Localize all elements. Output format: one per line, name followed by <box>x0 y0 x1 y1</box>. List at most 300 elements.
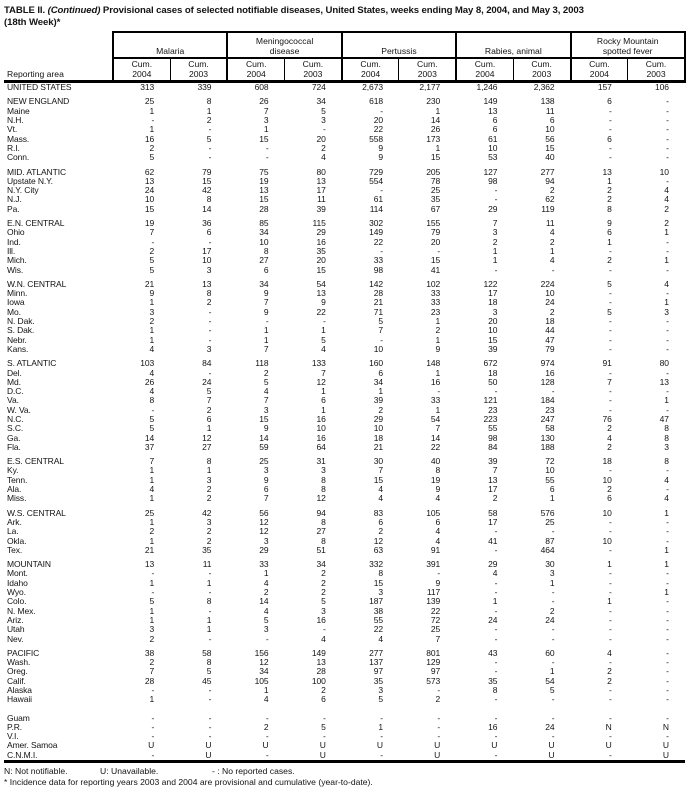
value-cell: 3 <box>378 685 383 695</box>
value-cell: 11 <box>202 559 212 570</box>
value-cell: 137 <box>369 657 383 668</box>
value-cell: U <box>205 740 212 751</box>
table-row <box>4 635 685 644</box>
cum-year: 2003 <box>646 68 666 79</box>
value-cell: 1 <box>607 175 612 186</box>
table-row <box>4 494 685 503</box>
value-cell: 2 <box>321 142 326 153</box>
value-cell: 15 <box>545 142 555 153</box>
value-cell: 79 <box>545 343 555 354</box>
value-cell: 20 <box>488 316 498 327</box>
reporting-area-cell: Miss. <box>7 493 27 504</box>
value-cell: 79 <box>202 166 212 177</box>
reporting-area-cell: S. Dak. <box>7 325 35 336</box>
value-cell: - <box>608 343 612 354</box>
value-cell: 223 <box>483 413 498 424</box>
value-cell: 115 <box>312 218 326 229</box>
value-cell: 127 <box>483 166 498 177</box>
value-cell: - <box>151 731 155 742</box>
col-cum-2004 <box>113 58 170 82</box>
value-cell: 1 <box>149 474 155 485</box>
value-cell: - <box>666 325 669 336</box>
value-cell: 36 <box>202 218 212 229</box>
value-cell: 17 <box>488 484 498 495</box>
reporting-area-cell: Va. <box>7 395 19 406</box>
value-cell: - <box>437 245 441 256</box>
value-cell: - <box>494 526 498 537</box>
value-cell: 9 <box>607 218 612 229</box>
reporting-area-cell: La. <box>7 526 19 537</box>
table-row <box>4 205 685 214</box>
reporting-area-cell: Colo. <box>7 596 27 607</box>
value-cell: 5 <box>607 306 612 317</box>
value-cell: 19 <box>144 218 155 229</box>
reporting-area-cell: Tenn. <box>7 474 28 485</box>
footnote-u: U: Unavailable. <box>100 766 159 777</box>
value-cell: - <box>666 657 669 668</box>
col-group-label: Malaria <box>156 45 185 56</box>
value-cell: - <box>608 465 612 476</box>
value-cell: 1 <box>435 367 441 378</box>
value-cell: 974 <box>540 358 555 369</box>
value-cell: - <box>666 596 669 607</box>
value-cell: 6 <box>206 227 212 238</box>
table-row <box>4 387 685 396</box>
value-cell: 18 <box>488 297 498 308</box>
footnote-symbols-line <box>4 766 685 777</box>
value-cell: - <box>666 245 669 256</box>
value-cell: - <box>608 526 612 537</box>
value-cell: 10 <box>316 423 326 434</box>
value-cell: 5 <box>149 413 155 424</box>
value-cell: 1 <box>263 124 269 135</box>
reporting-area-cell: Iowa <box>7 297 25 308</box>
value-cell: 277 <box>540 166 555 177</box>
value-cell: 16 <box>316 614 326 625</box>
value-cell: 18 <box>545 316 555 327</box>
value-cell: 1 <box>149 465 155 476</box>
value-cell: 29 <box>373 413 383 424</box>
value-cell: - <box>608 731 612 742</box>
value-cell: 5 <box>149 423 155 434</box>
value-cell: 6 <box>378 516 383 527</box>
value-cell: - <box>151 236 155 247</box>
value-cell: 7 <box>263 395 269 406</box>
value-cell: 6 <box>435 516 441 527</box>
value-cell: 5 <box>321 596 326 607</box>
reporting-area-cell: N.Y. City <box>7 185 39 196</box>
value-cell: 6 <box>549 115 555 126</box>
value-cell: - <box>551 386 555 397</box>
value-cell: 230 <box>426 96 441 107</box>
table-row <box>4 289 685 298</box>
value-cell: 29 <box>316 227 326 238</box>
value-cell: 138 <box>540 96 555 107</box>
value-cell: - <box>608 605 612 616</box>
value-cell: 173 <box>426 133 441 144</box>
value-cell: 4 <box>492 568 498 579</box>
value-cell: 4 <box>664 278 669 289</box>
value-cell: 1 <box>378 386 383 397</box>
value-cell: 7 <box>378 465 383 476</box>
value-cell: 4 <box>435 535 441 546</box>
value-cell: - <box>494 712 498 723</box>
value-cell: 149 <box>483 96 498 107</box>
reporting-area-cell: Mont. <box>7 568 28 579</box>
value-cell: - <box>608 633 612 644</box>
value-cell: 2 <box>607 484 612 495</box>
value-cell: 3 <box>206 474 212 485</box>
value-cell: - <box>265 731 269 742</box>
value-cell: 105 <box>254 675 269 686</box>
value-cell: 1 <box>263 325 269 336</box>
table-row <box>4 135 685 144</box>
reporting-area-cell: NEW ENGLAND <box>7 96 70 107</box>
value-cell: 2 <box>206 115 212 126</box>
value-cell: 15 <box>373 474 383 485</box>
table-row <box>4 485 685 494</box>
value-cell: - <box>208 721 212 732</box>
value-cell: - <box>666 96 669 107</box>
value-cell: 1 <box>435 142 441 153</box>
table-row <box>4 616 685 625</box>
value-cell: 4 <box>149 367 155 378</box>
value-cell: 33 <box>259 559 269 570</box>
value-cell: 3 <box>321 605 326 616</box>
value-cell: 33 <box>430 395 441 406</box>
value-cell: - <box>608 577 612 588</box>
value-cell: 20 <box>316 255 326 266</box>
value-cell: 1 <box>664 587 669 598</box>
table-row <box>4 378 685 387</box>
value-cell: 7 <box>378 325 383 336</box>
value-cell: 1 <box>149 297 155 308</box>
value-cell: 33 <box>373 255 383 266</box>
value-cell: 6 <box>607 96 612 107</box>
value-cell: 8 <box>664 432 669 443</box>
value-cell: - <box>608 105 612 116</box>
value-cell: 25 <box>259 456 269 467</box>
table-row <box>4 345 685 354</box>
cum-year: 2004 <box>132 68 152 79</box>
value-cell: 7 <box>435 633 441 644</box>
value-cell: 9 <box>435 343 441 354</box>
value-cell: 1 <box>378 721 383 732</box>
value-cell: 130 <box>540 432 555 443</box>
value-cell: 16 <box>144 133 155 144</box>
value-cell: 60 <box>545 647 555 658</box>
value-cell: 3 <box>378 587 383 598</box>
value-cell: 2 <box>549 236 555 247</box>
value-cell: 224 <box>540 278 555 289</box>
value-cell: 13 <box>659 376 669 387</box>
table-row <box>4 275 685 289</box>
footnotes <box>4 766 685 787</box>
value-cell: 2 <box>149 245 155 256</box>
value-cell: 9 <box>321 297 326 308</box>
value-cell: 2 <box>607 194 612 205</box>
value-cell: 2 <box>206 493 212 504</box>
value-cell: 21 <box>144 278 155 289</box>
reporting-area-cell: E.S. CENTRAL <box>7 456 64 467</box>
value-cell: 28 <box>259 203 269 214</box>
reporting-area-cell: Maine <box>7 105 30 116</box>
value-cell: 28 <box>144 675 155 686</box>
table-row <box>4 546 685 555</box>
value-cell: U <box>319 749 326 760</box>
value-cell: - <box>666 105 669 116</box>
value-cell: 4 <box>664 493 669 504</box>
value-cell: 50 <box>488 376 498 387</box>
value-cell: - <box>494 633 498 644</box>
col-cum-2003 <box>513 58 570 82</box>
reporting-area-cell: E.N. CENTRAL <box>7 218 65 229</box>
value-cell: 12 <box>259 526 269 537</box>
value-cell: 27 <box>316 526 326 537</box>
value-cell: - <box>608 264 612 275</box>
value-cell: 41 <box>488 535 498 546</box>
value-cell: 7 <box>263 493 269 504</box>
reporting-area-cell: Conn. <box>7 152 30 163</box>
reporting-area-cell: N.C. <box>7 413 24 424</box>
value-cell: 160 <box>369 358 383 369</box>
value-cell: U <box>434 740 441 751</box>
value-cell: 14 <box>202 203 212 214</box>
value-cell: 13 <box>144 559 155 570</box>
table-row <box>4 308 685 317</box>
value-cell: - <box>380 334 383 345</box>
value-cell: 55 <box>545 474 555 485</box>
table-row <box>4 298 685 307</box>
value-cell: 1 <box>549 666 555 677</box>
table-row <box>4 369 685 378</box>
value-cell: - <box>608 624 612 635</box>
value-cell: 62 <box>545 194 555 205</box>
table-row <box>4 732 685 741</box>
value-cell: 7 <box>607 376 612 387</box>
value-cell: 6 <box>492 115 498 126</box>
value-cell: 464 <box>540 544 555 555</box>
value-cell: 38 <box>144 647 155 658</box>
value-cell: - <box>551 587 555 598</box>
value-cell: 84 <box>202 358 212 369</box>
value-cell: - <box>380 731 383 742</box>
col-group-label: Rabies, animal <box>484 45 542 56</box>
table-row <box>4 125 685 134</box>
value-cell: 3 <box>263 624 269 635</box>
cum-label: Cum. <box>474 59 496 69</box>
value-cell: 1 <box>664 507 669 518</box>
value-cell: 1 <box>664 255 669 266</box>
value-cell: 1 <box>549 493 555 504</box>
table-section <box>4 92 685 162</box>
value-cell: 16 <box>316 413 326 424</box>
value-cell: 24 <box>545 297 555 308</box>
col-cum-2004 <box>456 58 513 82</box>
table-row <box>4 177 685 186</box>
value-cell: - <box>666 124 669 135</box>
value-cell: 2 <box>149 316 155 327</box>
value-cell: 22 <box>373 624 383 635</box>
value-cell: 98 <box>373 264 383 275</box>
value-cell: 9 <box>263 288 269 299</box>
value-cell: 6 <box>378 367 383 378</box>
table-section <box>4 82 685 93</box>
value-cell: - <box>608 657 612 668</box>
value-cell: 6 <box>607 227 612 238</box>
value-cell: 1 <box>321 404 326 415</box>
reporting-area-cell: Ohio <box>7 227 25 238</box>
table-row <box>4 695 685 704</box>
value-cell: - <box>380 749 383 760</box>
value-cell: 18 <box>602 456 612 467</box>
value-cell: - <box>608 152 612 163</box>
col-cum-2003 <box>170 58 227 82</box>
value-cell: 9 <box>435 577 441 588</box>
value-cell: 672 <box>483 358 498 369</box>
value-cell: 20 <box>373 115 383 126</box>
value-cell: 9 <box>263 474 269 485</box>
value-cell: - <box>666 115 669 126</box>
table-row <box>4 644 685 658</box>
value-cell: 5 <box>549 685 555 695</box>
value-cell: 121 <box>483 395 498 406</box>
table-section <box>4 214 685 275</box>
value-cell: - <box>437 721 441 732</box>
table-title-block <box>4 5 685 28</box>
value-cell: 7 <box>321 367 326 378</box>
value-cell: 28 <box>316 666 326 677</box>
reporting-area-cell: W.N. CENTRAL <box>7 278 67 289</box>
value-cell: 10 <box>602 474 612 485</box>
reporting-area-cell: Kans. <box>7 343 29 354</box>
value-cell: - <box>494 666 498 677</box>
value-cell: - <box>608 568 612 579</box>
cum-year: 2004 <box>246 68 266 79</box>
value-cell: 1 <box>664 297 669 308</box>
value-cell: 724 <box>311 82 326 93</box>
value-cell: 61 <box>488 133 498 144</box>
value-cell: - <box>666 675 669 686</box>
table-row <box>4 677 685 686</box>
value-cell: 155 <box>426 218 441 229</box>
value-cell: 106 <box>655 82 669 93</box>
value-cell: 24 <box>545 614 555 625</box>
table-row <box>4 452 685 466</box>
table-section <box>4 504 685 555</box>
value-cell: 277 <box>369 647 383 658</box>
value-cell: 1 <box>206 465 212 476</box>
value-cell: 29 <box>488 559 498 570</box>
reporting-area-cell: V.I. <box>7 731 19 742</box>
table-row <box>4 667 685 676</box>
value-cell: - <box>551 596 555 607</box>
value-cell: - <box>608 587 612 598</box>
value-cell: - <box>608 404 612 415</box>
value-cell: U <box>662 749 669 760</box>
value-cell: 45 <box>202 675 212 686</box>
reporting-area-cell: Hawaii <box>7 694 32 705</box>
value-cell: 4 <box>263 694 269 705</box>
value-cell: 15 <box>316 264 326 275</box>
cum-label: Cum. <box>188 59 209 69</box>
cum-label: Cum. <box>417 59 438 69</box>
reporting-area-cell: Wis. <box>7 264 24 275</box>
value-cell: 12 <box>202 432 212 443</box>
value-cell: 1 <box>206 423 212 434</box>
value-cell: 6 <box>549 484 555 495</box>
value-cell: 98 <box>488 432 498 443</box>
value-cell: - <box>608 749 612 760</box>
value-cell: 6 <box>263 264 269 275</box>
value-cell: 5 <box>321 334 326 345</box>
reporting-area-cell: W.S. CENTRAL <box>7 507 66 518</box>
value-cell: - <box>208 316 212 327</box>
value-cell: 35 <box>202 544 212 555</box>
value-cell: 3 <box>206 343 212 354</box>
value-cell: - <box>608 124 612 135</box>
value-cell: 1 <box>492 596 498 607</box>
value-cell: 4 <box>263 577 269 588</box>
value-cell: 7 <box>206 395 212 406</box>
value-cell: - <box>666 694 669 705</box>
value-cell: 8 <box>435 465 441 476</box>
value-cell: 2 <box>263 367 269 378</box>
value-cell: 114 <box>369 203 383 214</box>
value-cell: 58 <box>202 647 212 658</box>
value-cell: 4 <box>607 432 612 443</box>
value-cell: - <box>151 749 155 760</box>
value-cell: 10 <box>373 423 383 434</box>
reporting-area-cell: UNITED STATES <box>7 82 72 93</box>
reporting-area-cell: Wash. <box>7 657 31 668</box>
value-cell: - <box>323 731 326 742</box>
reporting-area-cell: Fla. <box>7 441 21 452</box>
value-cell: - <box>608 142 612 153</box>
value-cell: 3 <box>149 624 155 635</box>
value-cell: 2 <box>206 535 212 546</box>
reporting-area-cell: N. Mex. <box>7 605 36 616</box>
value-cell: - <box>380 105 383 116</box>
value-cell: - <box>666 316 669 327</box>
value-cell: 2 <box>664 203 669 214</box>
value-cell: 39 <box>488 456 498 467</box>
value-cell: - <box>494 657 498 668</box>
value-cell: 15 <box>430 255 441 266</box>
value-cell: 8 <box>664 423 669 434</box>
value-cell: 47 <box>659 413 669 424</box>
col-group-label: disease <box>269 45 300 56</box>
table-row <box>4 569 685 578</box>
value-cell: 22 <box>373 124 383 135</box>
value-cell: 43 <box>488 647 498 658</box>
value-cell: 35 <box>373 675 383 686</box>
value-cell: 2 <box>321 577 326 588</box>
table-section <box>4 354 685 452</box>
col-group-pertussis <box>342 32 456 58</box>
value-cell: 2 <box>263 721 269 732</box>
value-cell: 9 <box>435 484 441 495</box>
value-cell: - <box>666 526 669 537</box>
value-cell: 2 <box>607 675 612 686</box>
value-cell: 7 <box>263 343 269 354</box>
value-cell: 5 <box>149 255 155 266</box>
value-cell: - <box>666 175 669 186</box>
value-cell: 14 <box>259 432 269 443</box>
value-cell: 24 <box>545 721 555 732</box>
table-row <box>4 92 685 106</box>
value-cell: 23 <box>488 404 498 415</box>
